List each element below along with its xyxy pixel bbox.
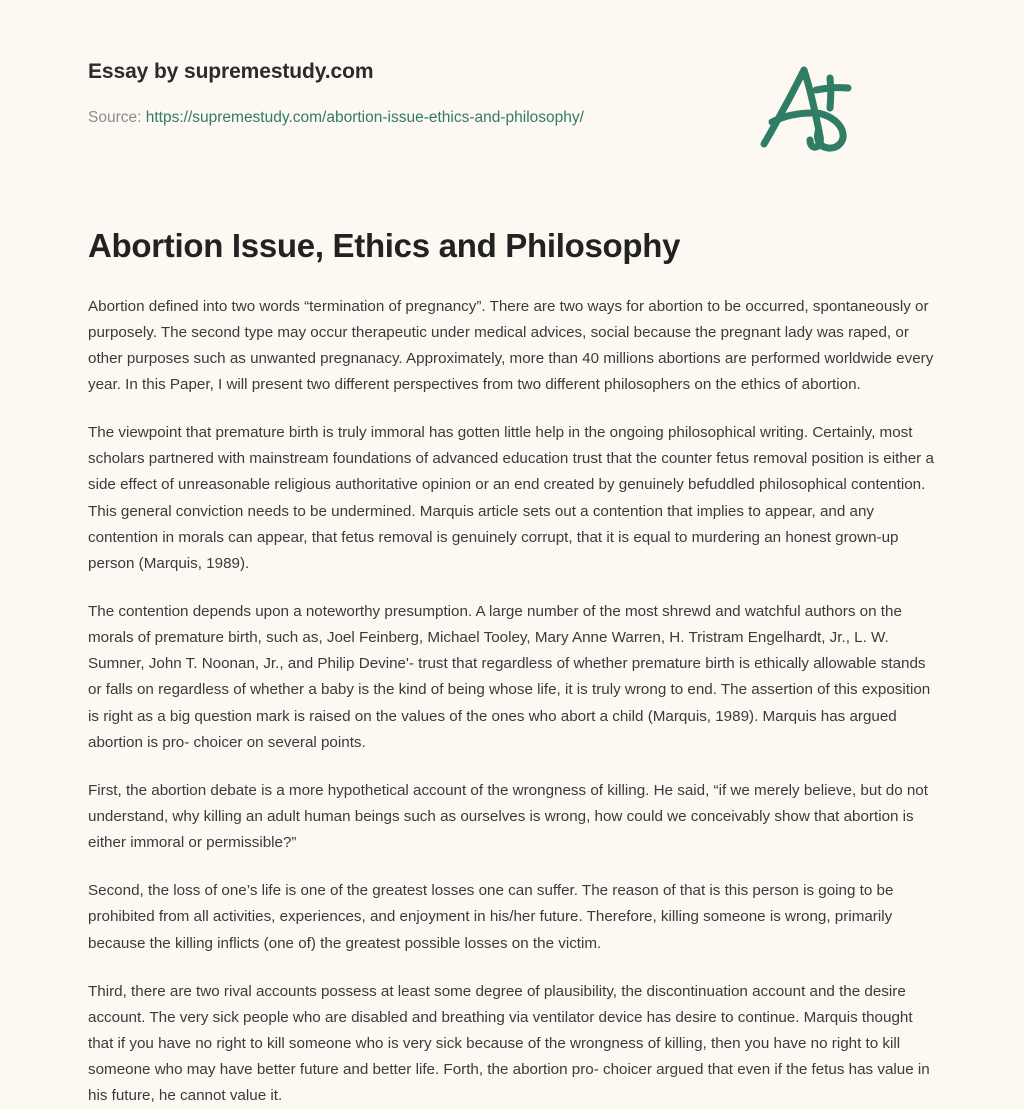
page-title: Abortion Issue, Ethics and Philosophy	[88, 226, 681, 264]
body-paragraph: First, the abortion debate is a more hypothetical account of the wrongness of killing. He said, “if we merely believe, but do not understand, why killing an adult human beings such as ourselves is wrong, how could we conceivably show that abortion is either immoral or permissible?”	[88, 781, 928, 852]
essay-body	[88, 266, 936, 1109]
source-label: Source:	[88, 109, 142, 127]
page-header	[88, 0, 936, 129]
body-paragraph: Second, the loss of one’s life is one of the greatest losses one can suffer. The reason of that is this person is going to be prohibited from all activities, experiences, and enjoyment in his/her future. Therefore, killing someone is wrong, primarily because the killing inflicts (one of) the greatest possible losses on the victim.	[88, 882, 894, 952]
body-paragraph: The contention depends upon a noteworthy presumption. A large number of the most shrewd and watchful authors on the morals of premature birth, such as, Joel Feinberg, Michael Tooley, Mary Anne Warren, H. Tristram Engelhardt, Jr., L. W. Sumner, John T. Noonan, Jr., and Philip Devine'- trust that regardless of whether premature birth is ethically allowable stands or falls on regardless of whether a baby is the kind of being whose life, it is truly wrong to end. The assertion of this exposition is right as a big question mark is raised on the values of the ones who abort a child (Marquis, 1989). Marquis has argued abortion is pro- choicer on several points.	[88, 602, 931, 751]
body-paragraph: Abortion defined into two words “termination of pregnancy”. There are two ways for abortion to be occurred, spontaneously or purposely. The second type may occur therapeutic under medical advices, social because the pregnant lady was raped, or other purposes such as unwanted pregnanacy. Approximately, more than 40 millions abortions are performed worldwide every year. In this Paper, I will present two different perspectives from two different philosophers on the ethics of abortion.	[88, 297, 934, 393]
source-url-link[interactable]: https://supremestudy.com/abortion-issue-ethics-and-philosophy/	[145, 109, 584, 127]
body-paragraph: The viewpoint that premature birth is truly immoral has gotten little help in the ongoing philosophical writing. Certainly, most scholars partnered with mainstream foundations of advanced education trust that the counter fetus removal position is either a side effect of unreasonable religious authoritative opinion or an end created by genuinely befuddled philosophical contention. This general conviction needs to be undermined. Marquis article sets out a contention that implies to appear, and any contention in morals can appear, that fetus removal is genuinely corrupt, that it is equal to murdering an honest grown-up person (Marquis, 1989).	[88, 424, 934, 572]
a-plus-logo-icon	[754, 58, 864, 154]
brand-title: Essay by supremestudy.com	[88, 60, 374, 83]
body-paragraph: Third, there are two rival accounts possess at least some degree of plausibility, the discontinuation account and the desire account. The very sick people who are disabled and breathing via ventilator device has desire to continue. Marquis thought that if you have no right to kill someone who is very sick because of the wrongness of killing, then you have no right to kill someone who may have better future and better life. Forth, the abortion pro- choicer argued that even if the fetus has value in his future, he cannot value it.	[88, 982, 930, 1105]
